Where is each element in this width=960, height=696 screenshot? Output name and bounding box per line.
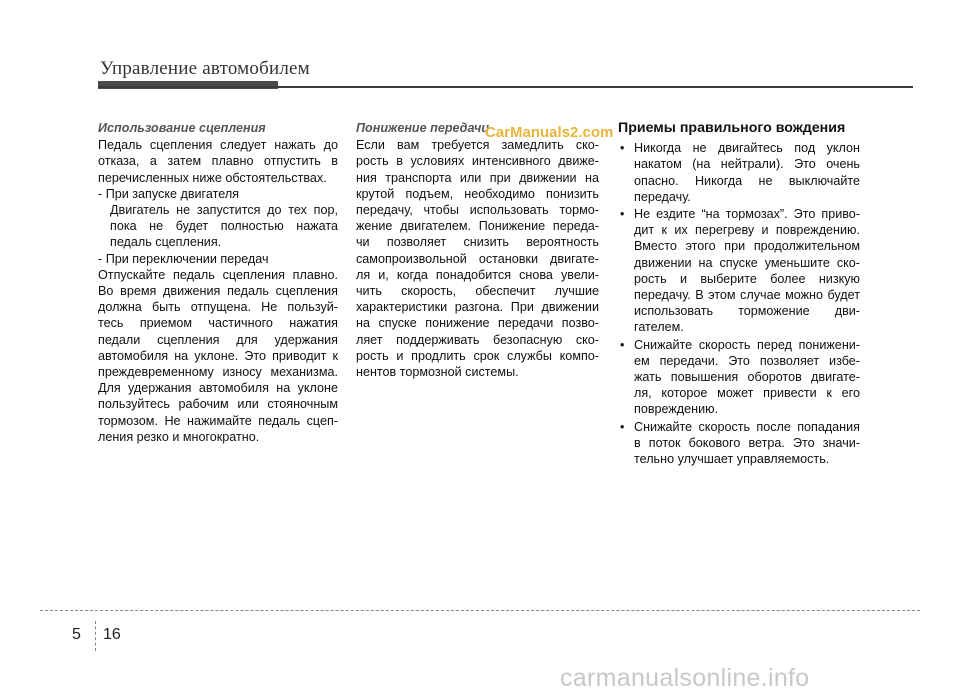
list-item-text: Не ездите “на тормозах”. Это приво- дит к их перегреву и повреждению. Вместо этого при продолжительном движении на спуске уменьшите ско- рость и выберите более низкую передачу. В этом случае можно будет использовать торможение дви- гателем. bbox=[634, 207, 860, 335]
clutch-heading: Использование сцепления bbox=[98, 121, 266, 135]
driving-tips-list bbox=[618, 140, 860, 467]
clutch-item-start-label: - При запуске двигателя bbox=[98, 186, 239, 201]
list-item bbox=[618, 419, 860, 468]
clutch-intro: Педаль сцепления следует нажать до отказа, а затем плавно отпустить в перечисленных ниже обстоятельствах. bbox=[98, 138, 338, 185]
watermark-carmanuals2: CarManuals2.com bbox=[485, 124, 614, 141]
clutch-body: Отпускайте педаль сцепления плавно. Во время движения педаль сцепления должна быть отпущена. Не пользуй- тесь приемом частичного нажатия педали сцепления для удержания автомобиля на уклоне. Это приводит к преждевременному износу механизма. Для удержания автомобиля на уклоне пользуйтесь рабочим или стояночным тормозом. Не нажимайте педаль сцеп- ления резко и многократно. bbox=[98, 267, 338, 444]
bullet-icon: • bbox=[620, 141, 625, 156]
list-item bbox=[618, 206, 860, 336]
column-driving-tips bbox=[618, 120, 860, 468]
page-number-divider bbox=[95, 621, 96, 651]
bullet-icon: • bbox=[620, 207, 625, 222]
list-item-text: Никогда не двигайтесь под уклон накатом (на нейтрали). Это очень опасно. Никогда не выключайте передачу. bbox=[634, 141, 860, 204]
clutch-item-start-text: Двигатель не запустится до тех пор, пока не будет полностью нажата педаль сцепления. bbox=[110, 203, 338, 250]
downshift-heading: Понижение передачи bbox=[356, 121, 490, 135]
chapter-number: 5 bbox=[72, 626, 81, 643]
page-number: 16 bbox=[103, 626, 121, 643]
watermark-carmanualsonline: carmanualsonline.info bbox=[560, 664, 810, 692]
bullet-icon: • bbox=[620, 337, 625, 352]
footer-rule bbox=[40, 610, 920, 611]
downshift-body: Если вам требуется замедлить ско- рость в условиях интенсивного движе- ния транспорта или при движении на крутой подъем, необходимо понизить передачу, чтобы использовать тормо- жение двигателем. Понижение переда- чи позволяет снизить вероятность самопроизвольной остановки двигате- ля и, когда понадобится снова увели- чить скорость, обеспечит лучшие характеристики разгона. При движении на спуске понижение передачи позво- ляет поддерживать безопасную ско- рость и продлить срок службы компо- нентов тормозной системы. bbox=[356, 138, 599, 380]
list-item bbox=[618, 140, 860, 205]
column-downshift bbox=[356, 120, 599, 380]
list-item-text: Снижайте скорость после попадания в поток бокового ветра. Это значи- тельно улучшает управляемость. bbox=[634, 419, 860, 467]
list-item bbox=[618, 337, 860, 418]
section-title: Управление автомобилем bbox=[100, 58, 310, 79]
header-rule bbox=[98, 86, 913, 88]
list-item-text: Снижайте скорость перед понижени- ем передачи. Это позволяет избе- жать повышения оборотов двигате- ля, которое может привести к его повреждению. bbox=[634, 337, 860, 417]
clutch-item-shift-label: - При переключении передач bbox=[98, 251, 269, 266]
column-clutch bbox=[98, 120, 338, 445]
driving-tips-heading: Приемы правильного вождения bbox=[618, 120, 846, 136]
bullet-icon: • bbox=[620, 419, 625, 434]
